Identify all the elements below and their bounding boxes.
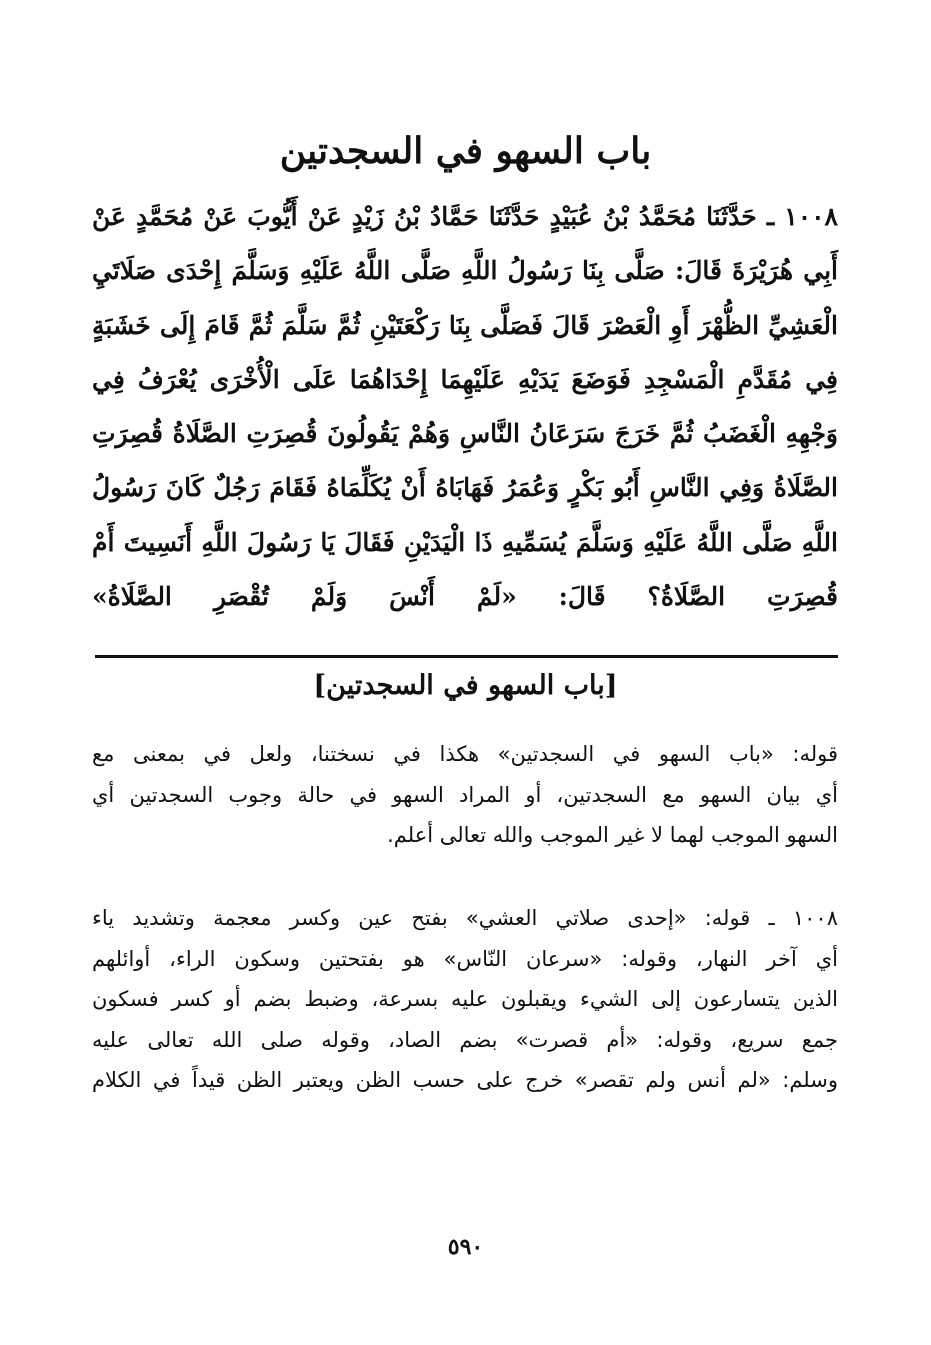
chapter-title: باب السهو في السجدتين — [279, 130, 652, 172]
hadith-line: قُصِرَتِ الصَّلَاةُ قُصِرَتِ الصَّلَاةُ وَفِي النَّاسِ أَبُو بَكْرٍ وَعُمَرُ فَهَابَاهُ أَنْ يُكَلِّمَاهُ — [92, 419, 838, 503]
commentary-line: السهو الموجب لهما لا غير الموجب والله تعالى أعلم. — [387, 823, 838, 847]
commentary-line: أي آخر النهار، وقوله: «سرعان النّاس» هو بفتحتين وسكون الراء، أوائلهم — [92, 946, 838, 971]
commentary-line: قوله: «باب السهو في السجدتين» هكذا في نسختنا، ولعل في بمعنى مع — [92, 742, 838, 766]
hadith-line: ١٠٠٨ ـ حَدَّثَنَا مُحَمَّدُ بْنُ عُبَيْدٍ حَدَّثَنَا حَمَّادُ بْنُ زَيْدٍ عَنْ أَيُّوبَ عَنْ — [203, 202, 838, 231]
commentary-paragraph-1 — [92, 734, 838, 856]
commentary-paragraph-2 — [92, 898, 838, 1101]
hadith-line: فَقَامَ رَجُلٌ كَانَ رَسُولُ اللَّهِ صَلَّى اللَّهُ عَلَيْهِ وَسَلَّمَ يُسَمِّيهِ ذَا الْيَدَيْنِ فَقَالَ يَا — [92, 473, 838, 557]
hadith-line: مُحَمَّدٍ عَنْ أَبِي هُرَيْرَةَ قَالَ: صَلَّى بِنَا رَسُولُ اللَّهِ صَلَّى اللَّهُ عَلَيْهِ وَسَلَّمَ — [92, 202, 838, 286]
section-divider — [95, 655, 838, 658]
commentary-line: الذين يتسارعون إلى الشيء ويقبلون عليه بسرعة، وضبط بضم أو كسر فسكون — [92, 987, 838, 1011]
page-number: ٥٩٠ — [447, 1234, 484, 1260]
commentary-line: وسلم: «لم أنس ولم تقصر» خرج على حسب الظن ويعتبر الظن قيداً في الكلام — [92, 1068, 838, 1092]
commentary-line: أي بيان السهو مع السجدتين، أو المراد السهو في حالة وجوب السجدتين أي — [92, 782, 838, 807]
hadith-text — [92, 190, 838, 624]
commentary-line: ١٠٠٨ ـ قوله: «إحدى صلاتي العشي» بفتح عين وكسر معجمة وتشديد ياء — [92, 906, 838, 930]
commentary-line: جمع سريع، وقوله: «أم قصرت» بضم الصاد، وقوله صلى الله تعالى عليه — [92, 1027, 838, 1052]
commentary-title: [باب السهو في السجدتين] — [313, 670, 618, 701]
hadith-line: الْأُخْرَى يُعْرَفُ فِي وَجْهِهِ الْغَضَبُ ثُمَّ خَرَجَ سَرَعَانُ النَّاسِ وَهُمْ يَقُولُونَ — [92, 364, 838, 449]
hadith-line: رَسُولَ اللَّهِ أَنَسِيتَ أَمْ قُصِرَتِ الصَّلَاةُ؟ قَالَ: «لَمْ أَنْسَ وَلَمْ تُقْصَرِ الصَّلَاةُ» — [92, 527, 838, 612]
hadith-line: إِحْدَى صَلَاتَيِ الْعَشِيِّ الظُّهْرَ أَوِ الْعَصْرَ قَالَ فَصَلَّى بِنَا رَكْعَتَيْنِ ثُمَّ سَلَّمَ ثُمَّ — [92, 256, 838, 340]
hadith-line: قَامَ إِلَى خَشَبَةٍ فِي مُقَدَّمِ الْمَسْجِدِ فَوَضَعَ يَدَيْهِ عَلَيْهِمَا إِحْدَاهُمَا عَلَى — [92, 310, 838, 394]
